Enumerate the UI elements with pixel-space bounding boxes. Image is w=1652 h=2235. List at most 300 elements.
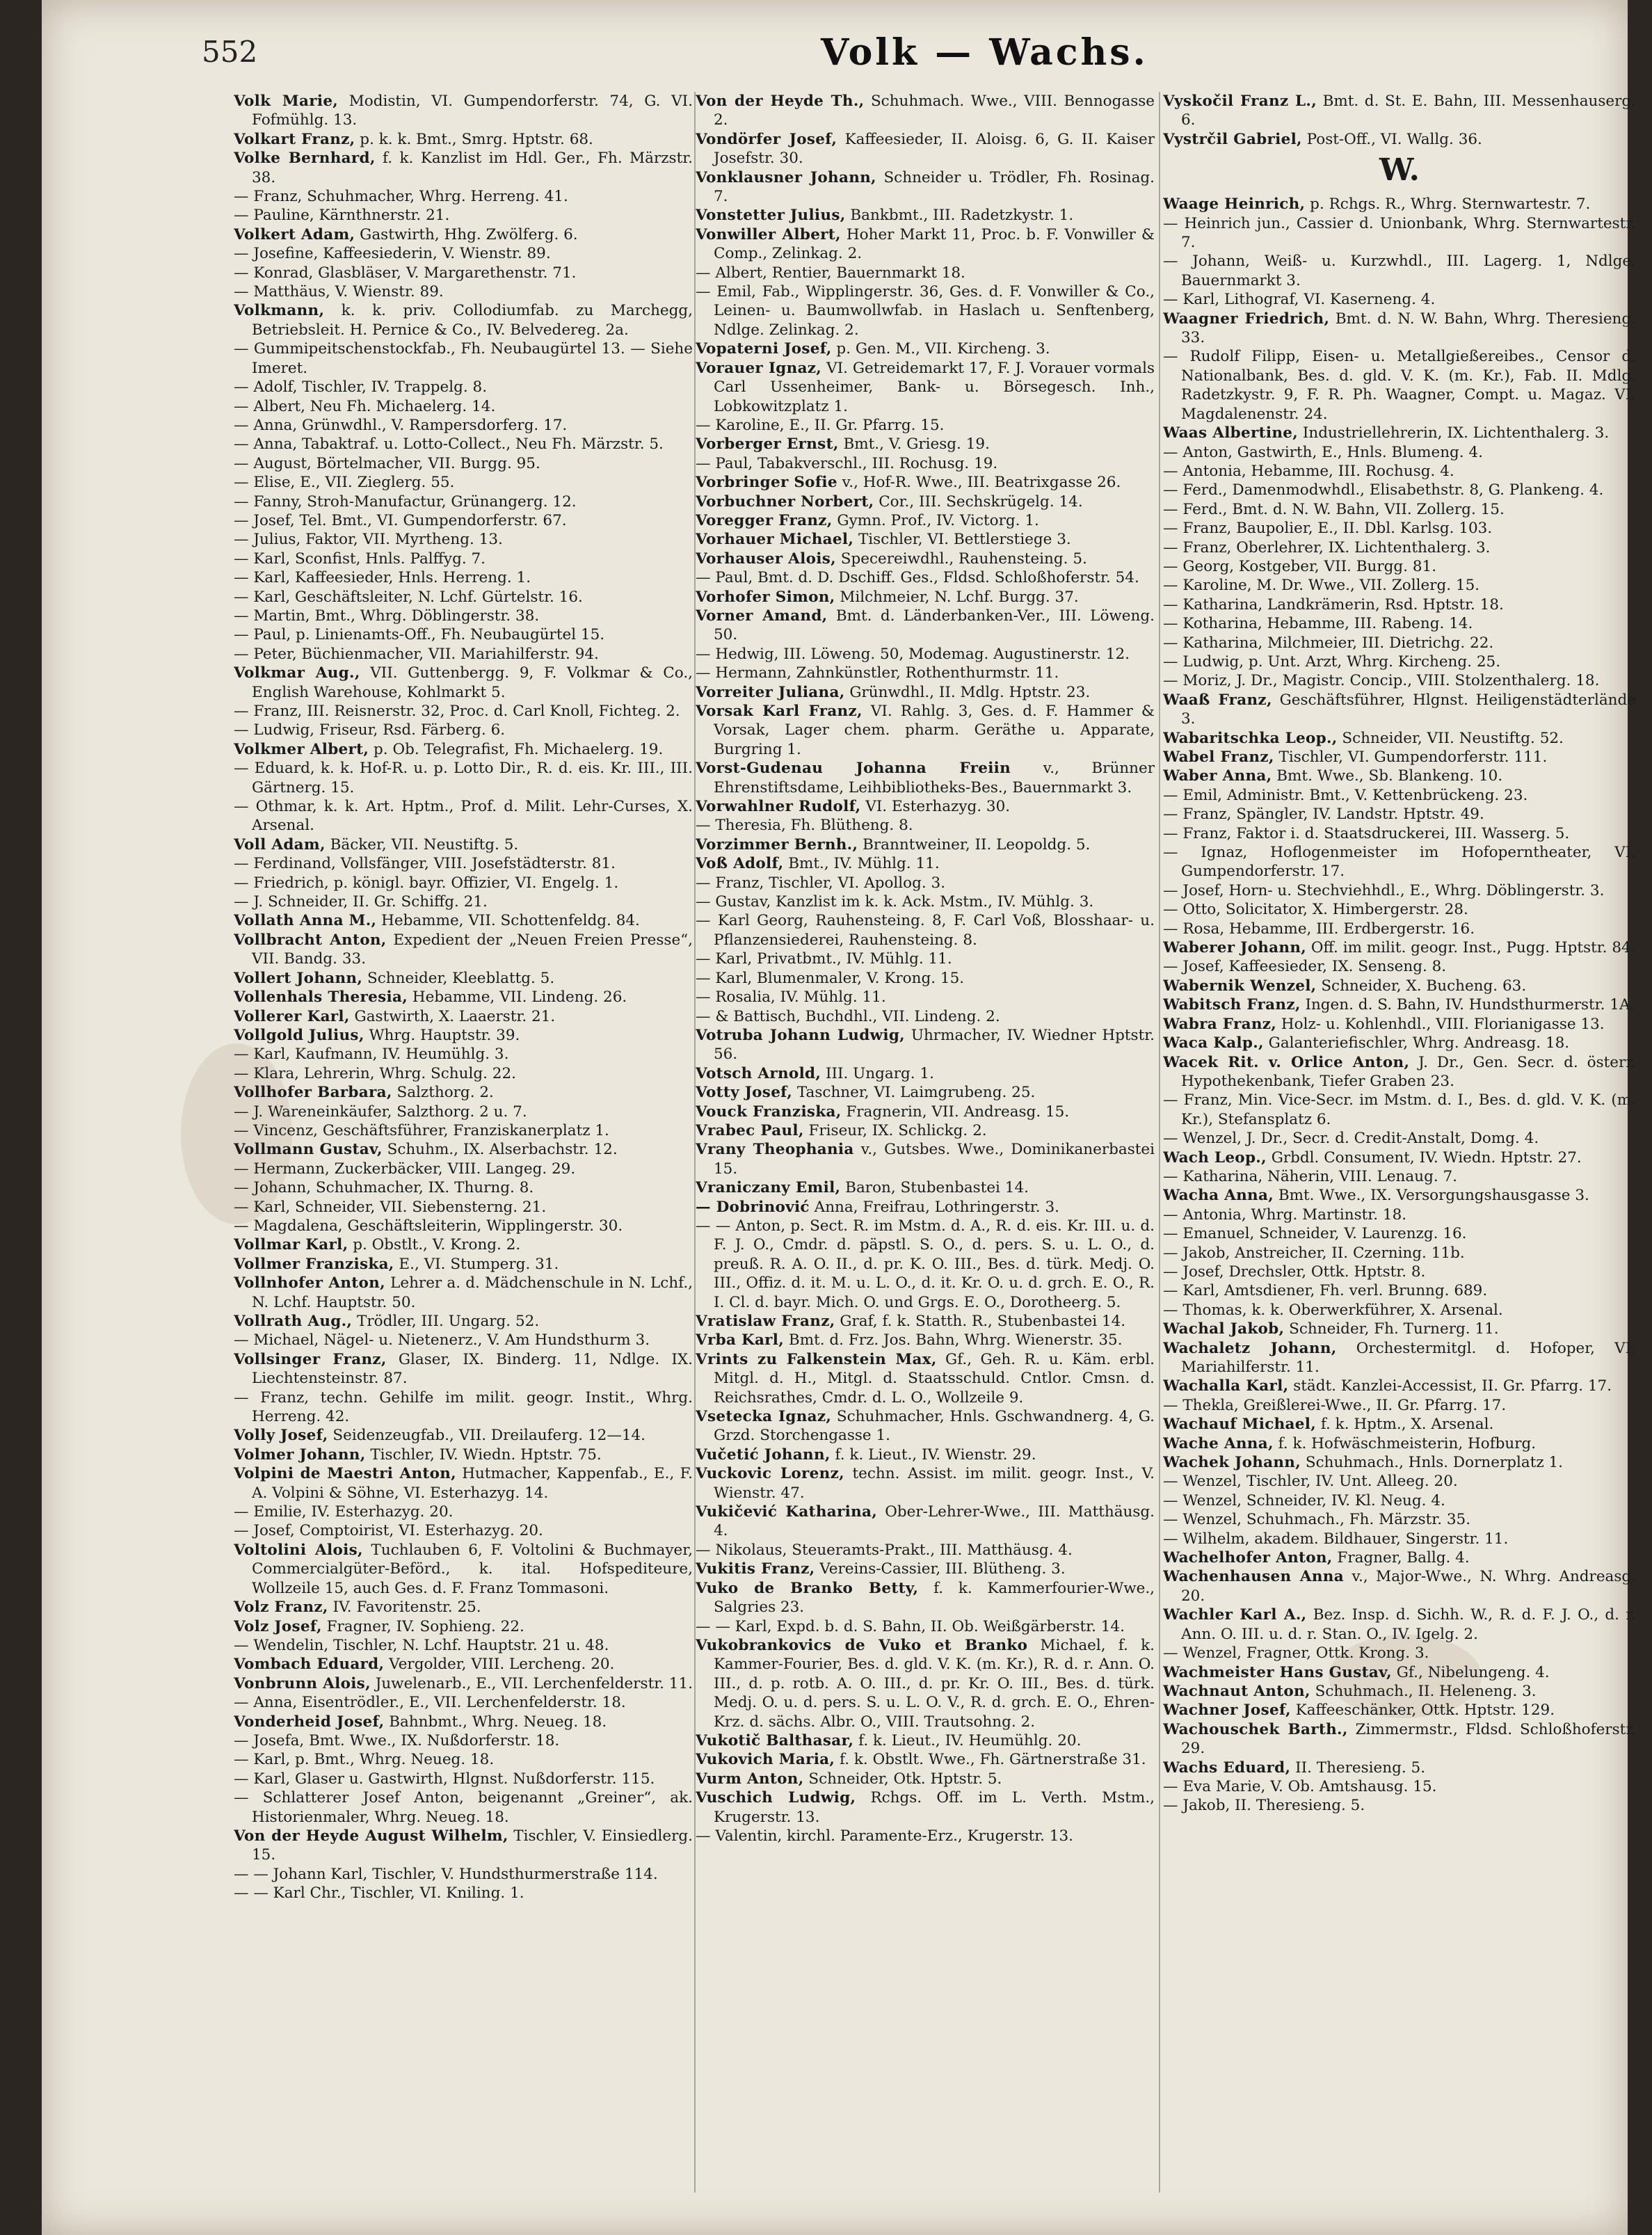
- directory-entry: [696, 492, 1155, 511]
- directory-entry: [1163, 805, 1636, 824]
- entry-details: Schuhm., IX. Alserbachstr. 12.: [382, 1141, 618, 1159]
- directory-entry: [696, 1445, 1155, 1464]
- directory-entry: [1163, 1015, 1636, 1034]
- entry-details: Ober-Lehrer-Wwe., III. Matthäusg. 4.: [714, 1503, 1155, 1540]
- directory-entry: [1163, 1034, 1636, 1052]
- directory-entry: [234, 1274, 693, 1312]
- entry-name: Vollath Anna M.,: [234, 912, 377, 930]
- entry-details: p. Obstlt., V. Krong. 2.: [348, 1236, 521, 1254]
- entry-name: Vollert Johann,: [234, 969, 363, 987]
- entry-name: Waaß Franz,: [1163, 691, 1272, 709]
- entry-name: Wachal Jakob,: [1163, 1320, 1285, 1338]
- entry-details: III. Ungarg. 1.: [821, 1064, 934, 1082]
- entry-details: v., Major-Wwe., N. Whrg. Andreasg. 20.: [1181, 1568, 1636, 1605]
- directory-entry: [234, 1007, 693, 1026]
- entry-details: — Josef, Kaffeesieder, IX. Senseng. 8.: [1163, 958, 1447, 976]
- directory-entry: [1163, 1186, 1636, 1205]
- directory-entry: [1163, 881, 1636, 900]
- directory-entry: [1163, 1701, 1636, 1720]
- entry-details: Gf., Nibelungeng. 4.: [1391, 1663, 1550, 1681]
- entry-name: Voß Adolf,: [696, 855, 784, 873]
- directory-entry: [1163, 1548, 1636, 1567]
- entry-details: Schneider u. Trödler, Fh. Rosinag. 7.: [714, 168, 1155, 206]
- entry-name: Vuckovic Lorenz,: [696, 1465, 844, 1483]
- entry-name: Vukitis Franz,: [696, 1560, 815, 1578]
- directory-entry: [1163, 1244, 1636, 1263]
- entry-details: — Karl, Kaffeesieder, Hnls. Herreng. 1.: [234, 569, 531, 587]
- directory-entry: [234, 568, 693, 587]
- entry-details: Fragnerin, VII. Andreasg. 15.: [841, 1103, 1070, 1121]
- directory-entry: [1163, 652, 1636, 671]
- entry-details: f. k. Lieut., IV. Heumühlg. 20.: [853, 1731, 1082, 1749]
- directory-entry: [696, 1178, 1155, 1197]
- entry-details: VI. Getreidemarkt 17, F. J. Vorauer vormals Carl Ussenheimer, Bank- u. Börsegesch. Inh., Lobkowitzplatz 1.: [714, 359, 1155, 415]
- entry-name: Wachek Johann,: [1163, 1454, 1301, 1472]
- entry-details: Rchgs. Off. im L. Verth. Mstm., Krugerstr. 13.: [714, 1789, 1155, 1826]
- entry-details: — Anna, Grünwdhl., V. Rampersdorferg. 17.: [234, 416, 568, 434]
- entry-details: — Emil, Fab., Wipplingerstr. 36, Ges. d. F. Vonwiller & Co., Leinen- u. Baumwollwfab. in Haslach u. Senftenberg, Ndlge. Zelinkag. 2.: [696, 283, 1155, 339]
- entry-name: Votsch Arnold,: [696, 1064, 821, 1082]
- entry-details: — Paul, Bmt. d. D. Dschiff. Ges., Fldsd. Schloßhoferstr. 54.: [696, 569, 1139, 587]
- entry-name: Volmer Johann,: [234, 1445, 366, 1464]
- entry-name: Waage Heinrich,: [1163, 195, 1306, 214]
- directory-entry: [234, 244, 693, 263]
- entry-name: Wabitsch Franz,: [1163, 996, 1301, 1014]
- column-3: [1163, 92, 1636, 2206]
- entry-details: — Karl, p. Bmt., Whrg. Neueg. 18.: [234, 1751, 495, 1769]
- directory-entry: [696, 168, 1155, 207]
- entry-name: Voregger Franz,: [696, 511, 833, 529]
- entry-details: Hutmacher, Kappenfab., E., F. A. Volpini & Söhne, VI. Esterhazyg. 14.: [252, 1465, 693, 1502]
- directory-entry: [696, 511, 1155, 530]
- entry-name: Vollhofer Barbara,: [234, 1084, 392, 1102]
- entry-details: Tischler, IV. Wiedn. Hptstr. 75.: [365, 1445, 602, 1464]
- directory-entry: [1163, 443, 1636, 462]
- entry-name: Vollbracht Anton,: [234, 931, 387, 949]
- directory-entry: [696, 1064, 1155, 1083]
- directory-entry: [234, 1331, 693, 1349]
- directory-entry: [234, 339, 693, 378]
- entry-details: — Ferdinand, Vollsfänger, VIII. Josefstädterstr. 81.: [234, 855, 616, 873]
- directory-entry: [696, 454, 1155, 473]
- entry-details: — Emil, Administr. Bmt., V. Kettenbrückeng. 23.: [1163, 786, 1528, 804]
- entry-details: — Schlatterer Josef Anton, beigenannt „Greiner“, ak. Historienmaler, Whrg. Neueg. 18.: [234, 1789, 693, 1826]
- directory-entry: [696, 1217, 1155, 1312]
- entry-details: Bahnbmt., Whrg. Neueg. 18.: [384, 1713, 607, 1731]
- entry-details: Bmt., IV. Mühlg. 11.: [783, 855, 940, 873]
- entry-details: — Paul, p. Linienamts-Off., Fh. Neubaugürtel 15.: [234, 626, 605, 644]
- entry-name: Waas Albertine,: [1163, 424, 1299, 442]
- entry-details: — Matthäus, V. Wienstr. 89.: [234, 283, 444, 301]
- directory-entry: [1163, 576, 1636, 595]
- entry-name: Voll Adam,: [234, 835, 326, 854]
- directory-entry: [234, 1731, 693, 1750]
- entry-details: Uhrmacher, IV. Wiedner Hptstr. 56.: [714, 1026, 1155, 1064]
- entry-details: — Martin, Bmt., Whrg. Döblingerstr. 38.: [234, 607, 540, 625]
- directory-entry: [1163, 957, 1636, 976]
- entry-details: Specereiwdhl., Rauhensteing. 5.: [835, 550, 1087, 568]
- entry-details: E., VI. Stumperg. 31.: [394, 1255, 559, 1273]
- entry-details: p. Ob. Telegrafist, Fh. Michaelerg. 19.: [369, 740, 664, 758]
- entry-details: Kaffeeschänker, Ottk. Hptstr. 129.: [1290, 1701, 1555, 1720]
- entry-details: Gastwirth, Hhg. Zwölferg. 6.: [355, 225, 578, 243]
- entry-name: Vyskočil Franz L.,: [1163, 93, 1317, 110]
- entry-name: Wabel Franz,: [1163, 748, 1274, 766]
- entry-name: Wabaritschka Leop.,: [1163, 729, 1338, 747]
- entry-name: Von der Heyde Th.,: [696, 93, 865, 110]
- entry-name: Votty Josef,: [696, 1084, 793, 1102]
- entry-name: Voltolini Alois,: [234, 1541, 363, 1559]
- entry-details: Gastwirth, X. Laaerstr. 21.: [349, 1007, 556, 1025]
- entry-name: Volkert Adam,: [234, 225, 355, 243]
- directory-entry: [1163, 1263, 1636, 1281]
- entry-name: Votruba Johann Ludwig,: [696, 1026, 905, 1044]
- entry-details: — Othmar, k. k. Art. Hptm., Prof. d. Milit. Lehr-Curses, X. Arsenal.: [234, 798, 693, 835]
- entry-name: Vondörfer Josef,: [696, 130, 837, 148]
- entry-details: Schuhmach., Hnls. Dornerplatz 1.: [1301, 1454, 1564, 1472]
- directory-entry: [234, 301, 693, 339]
- entry-details: — Adolf, Tischler, IV. Trappelg. 8.: [234, 378, 488, 396]
- directory-entry: [234, 187, 693, 206]
- directory-entry: [696, 1407, 1155, 1445]
- directory-entry: [696, 1827, 1155, 1845]
- entry-details: — Wenzel, Tischler, IV. Unt. Alleeg. 20.: [1163, 1473, 1458, 1491]
- entry-name: Vraniczany Emil,: [696, 1179, 841, 1197]
- entry-name: Wacek Rit. v. Orlice Anton,: [1163, 1053, 1410, 1071]
- directory-entry: [234, 206, 693, 225]
- directory-entry: [1163, 1415, 1636, 1434]
- directory-entry: [234, 588, 693, 607]
- entry-name: Vonwiller Albert,: [696, 225, 841, 243]
- entry-name: Wachauf Michael,: [1163, 1416, 1316, 1434]
- entry-details: — Moriz, J. Dr., Magistr. Concip., VIII. Stolzenthalerg. 18.: [1163, 672, 1600, 690]
- directory-entry: [696, 607, 1155, 645]
- directory-entry: [234, 797, 693, 835]
- entry-name: Waagner Friedrich,: [1163, 310, 1330, 328]
- directory-entry: [234, 416, 693, 435]
- entry-details: — Wenzel, Fragner, Ottk. Krong. 3.: [1163, 1644, 1429, 1663]
- entry-details: — Josef, Tel. Bmt., VI. Gumpendorferstr. 67.: [234, 511, 567, 529]
- directory-entry: [696, 264, 1155, 282]
- directory-entry: [696, 988, 1155, 1007]
- directory-entry: [1163, 1567, 1636, 1605]
- directory-entry: [696, 1350, 1155, 1407]
- entry-details: v., Gutsbes. Wwe., Dominikanerbastei 15.: [714, 1141, 1155, 1178]
- entry-details: — J. Wareneinkäufer, Salzthorg. 2 u. 7.: [234, 1103, 527, 1121]
- directory-entry: [696, 225, 1155, 264]
- entry-details: — Ludwig, Friseur, Rsd. Färberg. 6.: [234, 721, 506, 739]
- entry-name: Vrany Theophania: [696, 1141, 854, 1159]
- entry-name: Vorbringer Sofie: [696, 474, 837, 492]
- entry-name: Vratislaw Franz,: [696, 1313, 835, 1330]
- entry-details: — Theresia, Fh. Blütheng. 8.: [696, 817, 913, 835]
- entry-details: Baron, Stubenbastei 14.: [840, 1179, 1029, 1197]
- entry-name: Vonstetter Julius,: [696, 207, 846, 225]
- directory-entry: [234, 1598, 693, 1617]
- entry-details: Holz- u. Kohlenhdl., VIII. Florianigasse 13.: [1276, 1015, 1605, 1033]
- directory-entry: [1163, 538, 1636, 557]
- entry-details: — Karl Georg, Rauhensteing. 8, F. Carl Voß, Blosshaar- u. Pflanzensiederei, Rauhensteing. 8.: [696, 912, 1155, 949]
- entry-details: Schneider, Kleeblattg. 5.: [362, 969, 555, 987]
- entry-details: v., Brünner Ehrenstiftsdame, Leihbibliotheks-Bes., Bauernmarkt 3.: [714, 760, 1155, 796]
- entry-details: Industriellehrerin, IX. Lichtenthalerg. 3.: [1298, 424, 1610, 442]
- directory-entry: [1163, 691, 1636, 729]
- directory-entry: [696, 1331, 1155, 1349]
- entry-name: Vombach Eduard,: [234, 1656, 385, 1674]
- entry-details: — Konrad, Glasbläser, V. Margarethenstr. 71.: [234, 264, 577, 282]
- directory-entry: [234, 854, 693, 873]
- directory-entry: [1163, 824, 1636, 843]
- entry-details: — Gustav, Kanzlist im k. k. Ack. Mstm., IV. Mühlg. 3.: [696, 893, 1094, 911]
- directory-entry: [1163, 1281, 1636, 1300]
- entry-details: — Franz, Oberlehrer, IX. Lichtenthalerg. 3.: [1163, 538, 1491, 556]
- directory-entry: [1163, 843, 1636, 881]
- directory-entry: [234, 835, 693, 854]
- directory-entry: [696, 702, 1155, 759]
- directory-entry: [1163, 519, 1636, 538]
- directory-entry: [1163, 729, 1636, 748]
- entry-details: Anna, Freifrau, Lothringerstr. 3.: [809, 1198, 1059, 1216]
- entry-name: Vuschich Ludwig,: [696, 1789, 856, 1807]
- directory-entry: [234, 1121, 693, 1140]
- entry-name: Vollerer Karl,: [234, 1007, 350, 1025]
- entry-details: Tischler, VI. Gumpendorferstr. 111.: [1274, 748, 1548, 766]
- entry-name: Wachner Josef,: [1163, 1701, 1291, 1720]
- entry-name: Vorner Amand,: [696, 607, 828, 625]
- entry-details: Milchmeier, N. Lchf. Burgg. 37.: [835, 588, 1079, 606]
- directory-entry: [1163, 1472, 1636, 1491]
- entry-name: Vorhauser Alois,: [696, 550, 836, 568]
- directory-entry: [234, 530, 693, 549]
- directory-entry: [234, 1541, 693, 1598]
- entry-name: Vorhofer Simon,: [696, 588, 835, 606]
- entry-details: — Wilhelm, akadem. Bildhauer, Singerstr. 11.: [1163, 1530, 1509, 1548]
- directory-entry: [696, 1198, 1155, 1217]
- entry-details: — Karl, Lithograf, VI. Kaserneng. 4.: [1163, 291, 1436, 309]
- entry-details: Tuchlauben 6, F. Voltolini & Buchmayer, Commercialgüter-Beförd., k. ital. Hofspediteure, Wollzeile 15, auch Ges. d. F. Franz Tommasoni.: [252, 1541, 693, 1597]
- directory-entry: [696, 1788, 1155, 1827]
- directory-entry: [234, 92, 693, 130]
- entry-name: Volz Franz,: [234, 1599, 328, 1617]
- letter-heading: W.: [1379, 152, 1420, 189]
- entry-details: Geschäftsführer, Hlgnst. Heiligenstädterlände 3.: [1181, 691, 1636, 728]
- directory-entry: [696, 1140, 1155, 1178]
- entry-details: — Antonia, Hebamme, III. Rochusg. 4.: [1163, 462, 1454, 480]
- entry-details: — Paul, Tabakverschl., III. Rochusg. 19.: [696, 454, 998, 472]
- entry-name: Waber Anna,: [1163, 767, 1272, 785]
- entry-details: — Emanuel, Schneider, V. Laurenzg. 16.: [1163, 1225, 1467, 1243]
- entry-details: — Karl, Glaser u. Gastwirth, Hlgnst. Nußdorferstr. 115.: [234, 1770, 655, 1788]
- entry-name: Wachmeister Hans Gustav,: [1163, 1663, 1392, 1681]
- entry-details: — Franz, techn. Gehilfe im milit. geogr. Instit., Whrg. Herreng. 42.: [234, 1388, 693, 1426]
- entry-details: — Hermann, Zahnkünstler, Rothenthurmstr. 11.: [696, 664, 1059, 682]
- directory-entry: [234, 1884, 693, 1902]
- directory-entry: [1163, 1053, 1636, 1091]
- directory-entry: [696, 683, 1155, 702]
- directory-entry: [696, 969, 1155, 988]
- directory-entry: [234, 435, 693, 454]
- entry-details: — Gummipeitschenstockfab., Fh. Neubaugürtel 13. — Siehe Imeret.: [234, 340, 693, 377]
- entry-details: — Franz, Min. Vice-Secr. im Mstm. d. I., Bes. d. gld. V. K. (m. Kr.), Stefansplatz 6.: [1163, 1091, 1636, 1128]
- directory-entry: [234, 1160, 693, 1178]
- entry-details: — Franz, Baupolier, E., II. Dbl. Karlsg. 103.: [1163, 520, 1493, 538]
- directory-entry: [234, 264, 693, 282]
- entry-details: Bmt. d. Länderbanken-Ver., III. Löweng. 50.: [714, 607, 1155, 644]
- directory-entry: [696, 1750, 1155, 1769]
- entry-details: — — Anton, p. Sect. R. im Mstm. d. A., R. d. eis. Kr. III. u. d. F. J. O., Cmdr. d. päpstl. S. O., d. pers. S. u. L. O., d. preuß. R. A. O. II., d. pr. K. O. III., Bes. d. türk. Medj. O. III., Offiz. d. it. M. u. L. O., d. it. Kr. O. u. d. grch. E. O., R. I. Cl. d. bayr. Mich. O. und Grgs. E. O., Dorotheerg. 5.: [696, 1217, 1155, 1311]
- entry-name: Waca Kalp.,: [1163, 1034, 1264, 1052]
- entry-details: — Ignaz, Hoflogenmeister im Hofoperntheater, VI. Gumpendorferstr. 17.: [1163, 844, 1636, 881]
- entry-name: Wachalla Karl,: [1163, 1377, 1289, 1395]
- entry-name: Vouck Franziska,: [696, 1103, 842, 1121]
- directory-entry: [1163, 424, 1636, 442]
- directory-entry: [234, 1788, 693, 1827]
- entry-name: Vrints zu Falkenstein Max,: [696, 1350, 937, 1368]
- directory-entry: [696, 1541, 1155, 1560]
- entry-details: — Josefine, Kaffeesiederin, V. Wienstr. 89.: [234, 245, 551, 263]
- directory-entry: [1163, 1167, 1636, 1186]
- entry-details: — Emilie, IV. Esterhazyg. 20.: [234, 1503, 454, 1521]
- entry-details: — Franz, Tischler, VI. Apollog. 3.: [696, 874, 946, 892]
- entry-details: — Franz, Schuhmacher, Whrg. Herreng. 41.: [234, 188, 568, 206]
- entry-name: Vorauer Ignaz,: [696, 359, 822, 377]
- entry-name: Wacha Anna,: [1163, 1187, 1274, 1205]
- directory-entry: [234, 1178, 693, 1197]
- entry-details: — Anna, Eisentrödler., E., VII. Lerchenfelderstr. 18.: [234, 1694, 626, 1712]
- entry-details: — Karl, Geschäftsleiter, N. Lchf. Gürtelstr. 16.: [234, 588, 583, 606]
- entry-details: Tischler, VI. Bettlerstiege 3.: [853, 531, 1071, 549]
- entry-details: Vergolder, VIII. Lercheng. 20.: [384, 1656, 615, 1674]
- directory-entry: [1163, 1777, 1636, 1796]
- entry-details: Modistin, VI. Gumpendorferstr. 74, G. VI. Fofmühlg. 13.: [252, 93, 693, 129]
- entry-name: Wachler Karl A.,: [1163, 1606, 1307, 1624]
- entry-name: Vrba Karl,: [696, 1331, 785, 1349]
- entry-details: — Julius, Faktor, VII. Myrtheng. 13.: [234, 531, 503, 549]
- entry-details: Bez. Insp. d. Sichh. W., R. d. F. J. O., d. r. Ann. O. III. u. d. r. Stan. O., IV. Igelg. 2.: [1181, 1606, 1636, 1643]
- directory-entry: [234, 282, 693, 301]
- entry-details: — Franz, III. Reisnerstr. 32, Proc. d. Carl Knoll, Fichteg. 2.: [234, 703, 680, 720]
- directory-entry: [234, 607, 693, 625]
- entry-details: — Wenzel, Schneider, IV. Kl. Neug. 4.: [1163, 1491, 1445, 1509]
- entry-details: Orchestermitgl. d. Hofoper, VI. Mariahilferstr. 11.: [1181, 1339, 1636, 1376]
- directory-entry: [696, 759, 1155, 797]
- entry-details: — Katharina, Näherin, VIII. Lenaug. 7.: [1163, 1167, 1458, 1185]
- entry-details: — Franz, Spängler, IV. Landstr. Hptstr. 49.: [1163, 806, 1484, 824]
- directory-entry: [1163, 481, 1636, 499]
- entry-details: Schneider, Fh. Turnerg. 11.: [1284, 1320, 1499, 1338]
- directory-entry: [696, 797, 1155, 816]
- entry-details: VI. Esterhazyg. 30.: [860, 798, 1011, 816]
- entry-name: Wachaletz Johann,: [1163, 1339, 1337, 1357]
- entry-name: Wachenhausen Anna: [1163, 1568, 1344, 1586]
- directory-entry: [234, 1865, 693, 1884]
- directory-entry: [234, 1713, 693, 1731]
- entry-name: Vonderheid Josef,: [234, 1713, 385, 1731]
- directory-entry: [234, 740, 693, 759]
- entry-details: p. Gen. M., VII. Kircheng. 3.: [831, 340, 1050, 358]
- directory-entry: [696, 1617, 1155, 1636]
- entry-name: Vučetić Johann,: [696, 1445, 831, 1464]
- directory-entry: [1163, 1605, 1636, 1644]
- directory-entry: [234, 1217, 693, 1235]
- entry-details: — Karoline, E., II. Gr. Pfarrg. 15.: [696, 416, 945, 434]
- column-divider: [1159, 92, 1160, 2193]
- entry-details: — Kotharina, Hebamme, III. Rabeng. 14.: [1163, 615, 1473, 633]
- entry-name: Vorhauer Michael,: [696, 531, 854, 549]
- entry-details: — Josefa, Bmt. Wwe., IX. Nußdorferstr. 18.: [234, 1731, 560, 1749]
- directory-entry: [696, 1770, 1155, 1788]
- entry-details: — — Johann Karl, Tischler, V. Hundsthurmerstraße 114.: [234, 1865, 658, 1883]
- entry-name: Volly Josef,: [234, 1427, 328, 1445]
- entry-name: Vollnhofer Anton,: [234, 1274, 385, 1292]
- entry-details: Trödler, III. Ungarg. 52.: [352, 1313, 540, 1330]
- directory-entry: [696, 1579, 1155, 1617]
- directory-entry: [696, 835, 1155, 854]
- directory-entry: [234, 1350, 693, 1388]
- column-2: [696, 92, 1155, 2206]
- directory-entry: [234, 1655, 693, 1674]
- directory-entry: [234, 1617, 693, 1636]
- entry-details: — Katharina, Landkrämerin, Rsd. Hptstr. 18.: [1163, 595, 1504, 614]
- entry-name: Volz Josef,: [234, 1617, 322, 1635]
- entry-details: — Vincenz, Geschäftsführer, Franziskanerplatz 1.: [234, 1121, 609, 1139]
- directory-entry: [1163, 1377, 1636, 1395]
- entry-details: Seidenzeugfab., VII. Dreilauferg. 12—14.: [328, 1427, 646, 1445]
- directory-entry: [234, 149, 693, 187]
- entry-name: Vopaterni Josef,: [696, 340, 832, 358]
- directory-entry: [696, 1464, 1155, 1503]
- entry-name: Wachs Eduard,: [1163, 1759, 1291, 1777]
- directory-entry: [1163, 920, 1636, 938]
- directory-entry: [696, 416, 1155, 435]
- directory-entry: [1163, 786, 1636, 805]
- directory-entry: [1163, 1396, 1636, 1415]
- directory-entry: [234, 892, 693, 911]
- entry-details: Whrg. Hauptstr. 39.: [364, 1026, 520, 1044]
- directory-entry: [1163, 1224, 1636, 1243]
- directory-entry: [234, 1827, 693, 1865]
- directory-entry: [234, 1312, 693, 1331]
- entry-details: Zimmermstr., Fldsd. Schloßhoferstr. 29.: [1181, 1720, 1636, 1758]
- entry-details: — Karl, Amtsdiener, Fh. verl. Brunng. 689.: [1163, 1282, 1488, 1300]
- directory-entry: [234, 969, 693, 988]
- entry-details: — Anna, Tabaktraf. u. Lotto-Collect., Neu Fh. Märzstr. 5.: [234, 435, 664, 454]
- directory-entry: [1163, 130, 1636, 149]
- directory-entry: [234, 1103, 693, 1121]
- entry-name: Vystrčil Gabriel,: [1163, 130, 1302, 148]
- entry-details: Juwelenarb., E., VII. Lerchenfelderstr. 11.: [370, 1674, 693, 1692]
- entry-details: f. k. Obstlt. Wwe., Fh. Gärtnerstraße 31.: [835, 1751, 1146, 1769]
- directory-entry: [1163, 1530, 1636, 1548]
- directory-entry: [696, 664, 1155, 682]
- entry-name: Vollgold Julius,: [234, 1026, 364, 1044]
- directory-entry: [696, 645, 1155, 664]
- entry-details: f. k. Hptm., X. Arsenal.: [1315, 1416, 1494, 1434]
- directory-entry: [234, 1770, 693, 1788]
- directory-entry: [1163, 1510, 1636, 1529]
- entry-details: VII. Guttenbergg. 9, F. Volkmar & Co., English Warehouse, Kohlmarkt 5.: [252, 664, 693, 701]
- directory-entry: [234, 1636, 693, 1655]
- entry-details: Hebamme, VII. Schottenfeldg. 84.: [376, 912, 640, 930]
- entry-details: — Hermann, Zuckerbäcker, VIII. Langeg. 29.: [234, 1160, 576, 1178]
- entry-details: Hoher Markt 11, Proc. b. F. Vonwiller & Comp., Zelinkag. 2.: [714, 225, 1155, 263]
- directory-entry: [696, 339, 1155, 358]
- entry-details: — Josef, Horn- u. Stechviehhdl., E., Whrg. Döblingerstr. 3.: [1163, 881, 1605, 899]
- entry-details: — J. Schneider, II. Gr. Schiffg. 21.: [234, 893, 488, 911]
- entry-details: — Eva Marie, V. Ob. Amtshausg. 15.: [1163, 1777, 1437, 1795]
- entry-details: Schneider, X. Bucheng. 63.: [1316, 977, 1527, 995]
- entry-name: Vollmar Karl,: [234, 1236, 348, 1254]
